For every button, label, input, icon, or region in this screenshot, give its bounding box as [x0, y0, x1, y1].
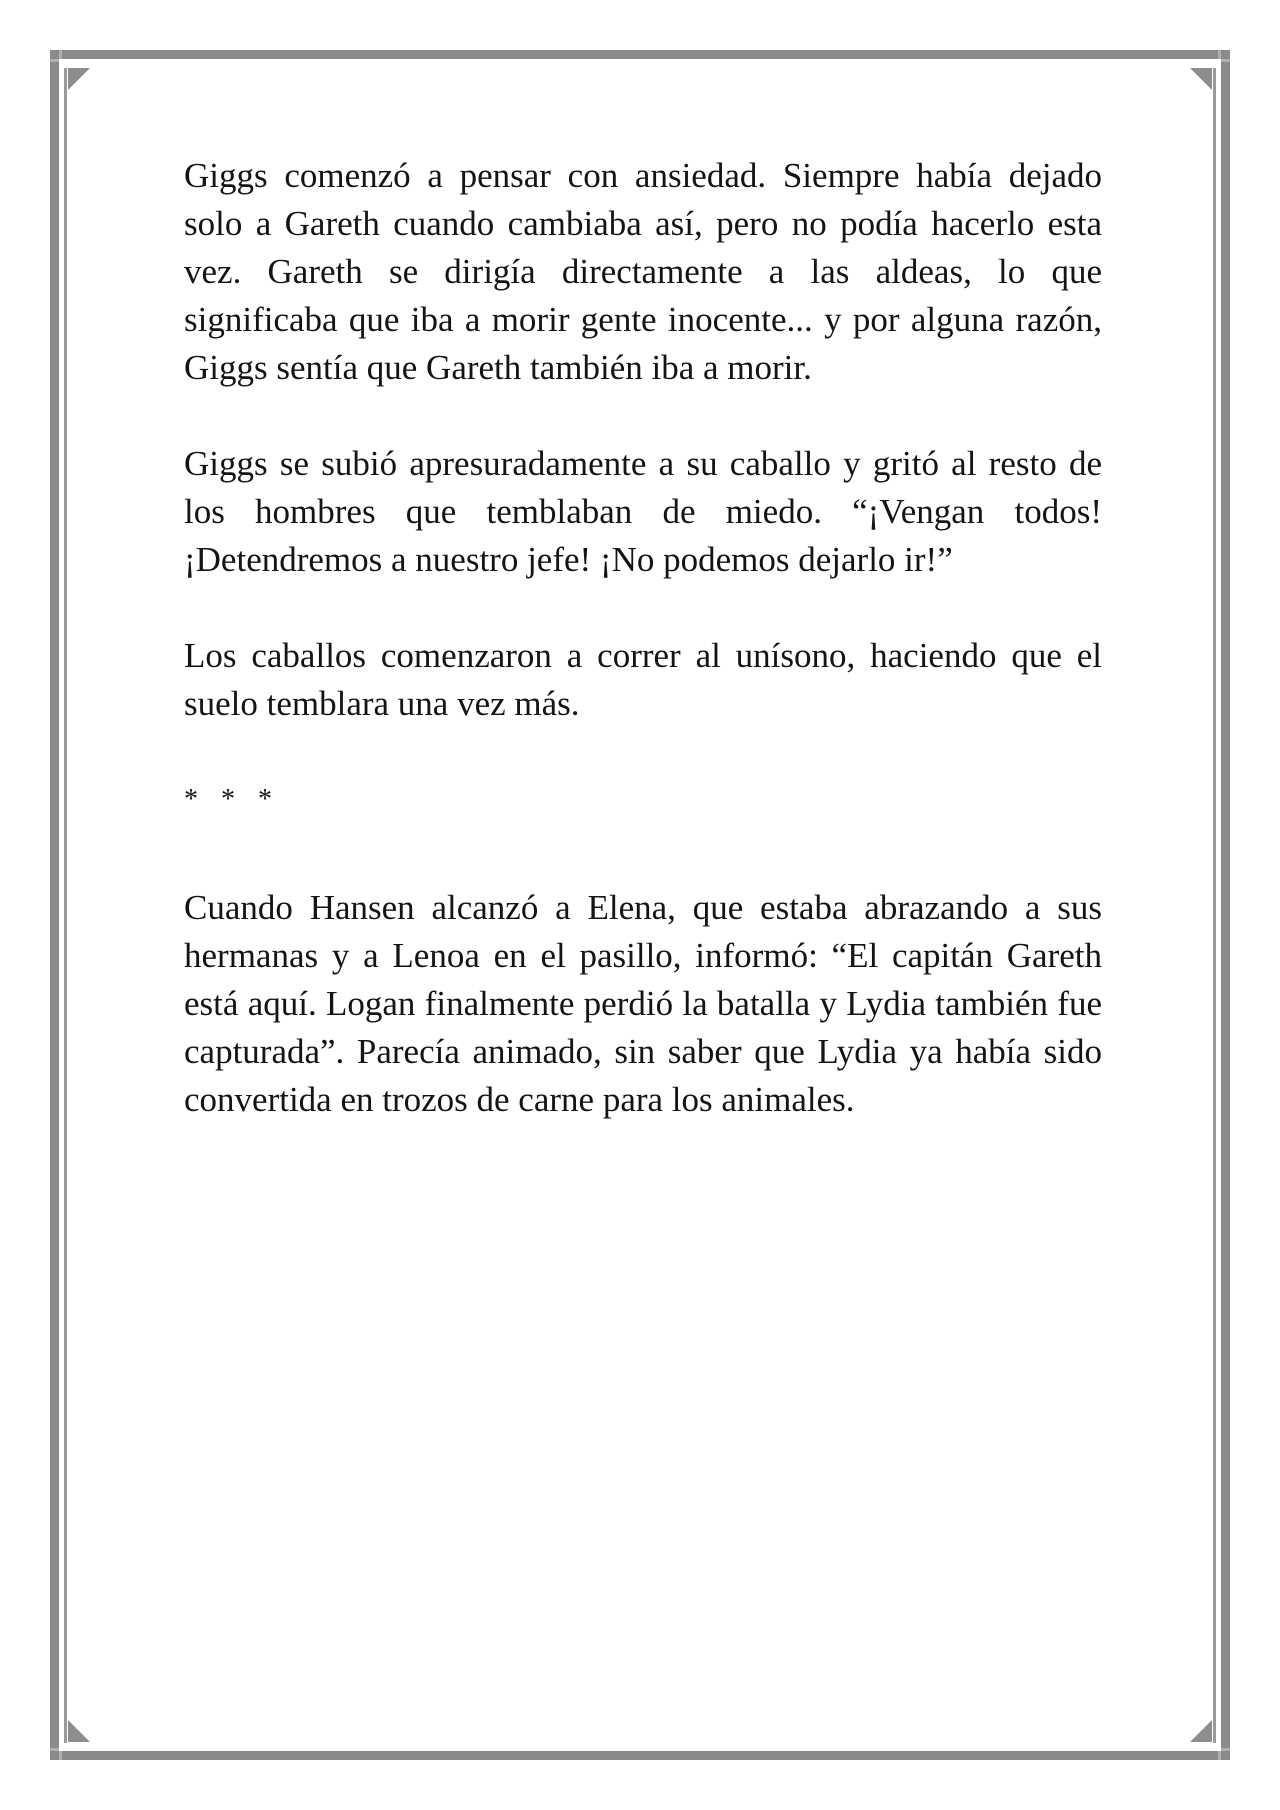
- frame-tick: [59, 1751, 62, 1760]
- frame-tick: [1218, 1751, 1221, 1760]
- frame-corner-bottom-left: [50, 1751, 59, 1760]
- paragraph: Cuando Hansen alcanzó a Elena, que estaba abrazando a sus hermanas y a Lenoa en el pasillo, informó: “El capitán Gareth está aquí. Logan finalmente perdió la batalla y Lydia también fue capturada”. Parecía animado, sin saber que Lydia ya había sido convertida en trozos de carne para los animales.: [184, 888, 1102, 1119]
- frame-top-border: [62, 50, 1218, 59]
- frame-bottom-border: [62, 1751, 1218, 1760]
- frame-ornament-bottom-right: [1190, 1720, 1212, 1742]
- frame-corner-top-left: [50, 50, 59, 59]
- frame-corner-bottom-right: [1221, 1751, 1230, 1760]
- frame-tick: [50, 1748, 59, 1751]
- frame-tick: [1221, 59, 1230, 62]
- frame-inner-right-line: [1213, 68, 1216, 1743]
- frame-inner-left-line: [64, 68, 67, 1743]
- frame-ornament-top-left: [68, 68, 90, 90]
- frame-right-border: [1221, 62, 1230, 1748]
- frame-tick: [50, 59, 59, 62]
- scene-break: * * *: [184, 784, 280, 815]
- frame-tick: [1221, 1748, 1230, 1751]
- frame-ornament-top-right: [1190, 68, 1212, 90]
- paragraph: Los caballos comenzaron a correr al unísono, haciendo que el suelo temblara una vez más.: [184, 636, 1102, 723]
- paragraph: Giggs comenzó a pensar con ansiedad. Siempre había dejado solo a Gareth cuando cambiaba así, pero no podía hacerlo esta vez. Gareth se dirigía directamente a las aldeas, lo que significaba que iba a morir gente inocente... y por alguna razón, Giggs sentía que Gareth también iba a morir.: [184, 156, 1102, 387]
- frame-ornament-bottom-left: [68, 1720, 90, 1742]
- frame-tick: [59, 50, 62, 59]
- frame-corner-top-right: [1221, 50, 1230, 59]
- page-body: [184, 152, 1102, 1172]
- frame-left-border: [50, 62, 59, 1748]
- frame-tick: [1218, 50, 1221, 59]
- paragraph: Giggs se subió apresuradamente a su caballo y gritó al resto de los hombres que temblaban de miedo. “¡Vengan todos! ¡Detendremos a nuestro jefe! ¡No podemos dejarlo ir!”: [184, 444, 1102, 579]
